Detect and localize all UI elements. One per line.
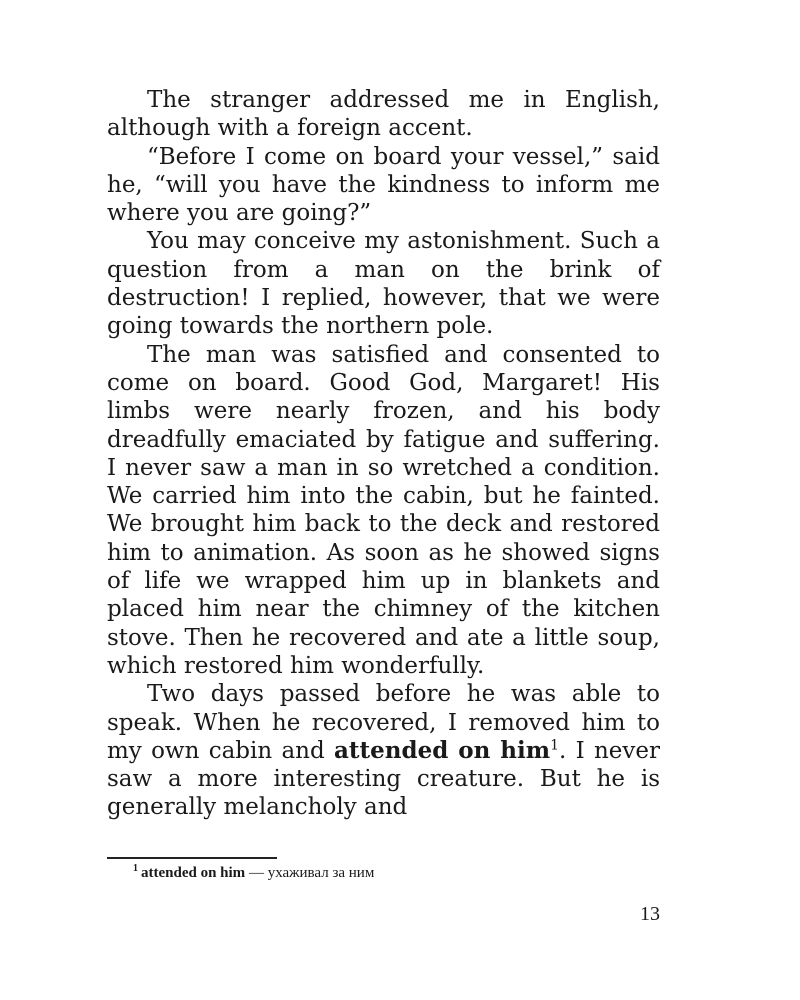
footnote-term: attended on him — [141, 865, 246, 881]
paragraph-5-text-start: Two days passed before he was able to speak. When he recovered, I removed him to my own cabin and — [107, 681, 660, 764]
footnote-reference: 1 — [550, 737, 560, 754]
paragraph-5-text-end: . I never saw a more interesting creature. But he is generally melancholy and — [107, 737, 660, 821]
footnote-translation: ухаживал за ним — [267, 865, 375, 881]
paragraph-1: The stranger addressed me in English, although with a foreign accent. — [107, 87, 660, 142]
paragraph-5 — [107, 680, 660, 821]
footnote-number: 1 — [133, 863, 138, 874]
footnote-divider — [107, 857, 277, 859]
body-text — [107, 86, 660, 822]
glossed-term: attended on him — [333, 736, 551, 764]
footnote — [133, 864, 374, 882]
paragraph-4: The man was satisfied and consented to come on board. Good God, Margaret! His limbs were nearly frozen, and his body dreadfully emaciated by fatigue and suffering. I never saw a man in so wretched a condition. We carried him into the cabin, but he fainted. We brought him back to the deck and restored him to animation. As soon as he showed signs of life we wrapped him up in blankets and placed him near the chimney of the kitchen stove. Then he recovered and ate a little soup, which restored him wonderfully. — [107, 341, 660, 679]
paragraph-3: You may conceive my astonishment. Such a question from a man on the brink of destruction! I replied, however, that we were going towards the northern pole. — [107, 228, 660, 340]
paragraph-2: “Before I come on board your vessel,” said he, “will you have the kindness to inform me where you are going?” — [107, 143, 660, 227]
footnote-separator: — — [245, 865, 268, 881]
page-number: 13 — [640, 903, 660, 925]
